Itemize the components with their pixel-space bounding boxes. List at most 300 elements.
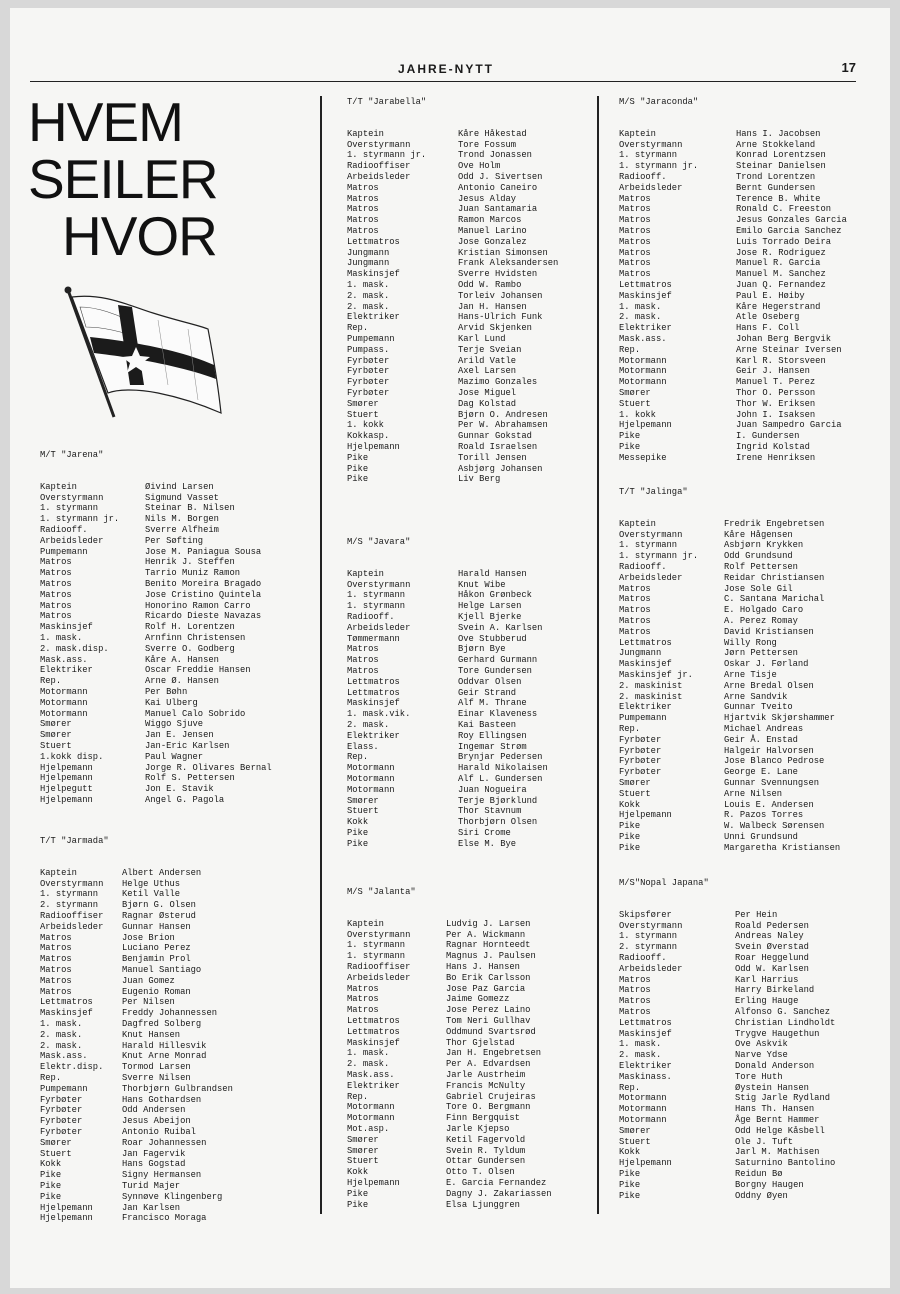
crew-name: Tore Gundersen [458, 665, 532, 676]
crew-name: Luciano Perez [122, 943, 191, 954]
crew-rank: Smører [40, 719, 72, 730]
crew-row [40, 1041, 233, 1052]
crew-rank: 1. styrmann jr. [347, 150, 427, 161]
crew-rank: Motormann [347, 784, 395, 795]
crew-rank: Matros [619, 193, 651, 204]
crew-row [347, 474, 558, 485]
crew-name: Else M. Bye [458, 838, 517, 849]
crew-row [347, 752, 548, 763]
crew-row [347, 817, 548, 828]
crew-rank: Matros [619, 225, 651, 236]
crew-name: Thor Gjelstad [446, 1037, 515, 1048]
crew-list [619, 129, 847, 464]
crew-rank: Lettmatros [347, 687, 400, 698]
crew-row [40, 1127, 233, 1138]
crew-row [347, 291, 558, 302]
crew-name: Arne Steinar Iversen [736, 344, 842, 355]
crew-name: Ludvig J. Larsen [446, 918, 531, 929]
crew-name: Gunnar Tveito [724, 702, 793, 713]
crew-name: Juan Gomez [122, 975, 175, 986]
crew-row [40, 922, 233, 933]
publication-title: JAHRE-NYTT [398, 62, 495, 76]
crew-row [619, 150, 847, 161]
crew-rank: Motormann [619, 377, 667, 388]
crew-name: Finn Bergquist [446, 1113, 520, 1124]
crew-name: Jose M. Paniagua Sousa [145, 546, 262, 557]
crew-row [619, 194, 847, 205]
section-jarena [40, 450, 272, 806]
crew-row [40, 879, 233, 890]
section-title: T/T "Jarabella" [347, 97, 427, 107]
crew-name: Ove Holm [458, 161, 501, 172]
crew-row [347, 828, 548, 839]
crew-row [619, 681, 840, 692]
crew-name: Oddny Øyen [735, 1190, 788, 1201]
crew-rank: Rep. [619, 1082, 641, 1093]
crew-rank: Messepike [619, 452, 667, 463]
crew-rank: Motormann [619, 366, 667, 377]
crew-name: Øivind Larsen [145, 481, 214, 492]
crew-rank: 1. styrmann jr. [40, 514, 120, 525]
section-title: M/T "Jarena" [40, 450, 104, 460]
crew-rank: Smører [619, 777, 651, 788]
crew-row [347, 1156, 552, 1167]
crew-rank: Motormann [619, 1104, 667, 1115]
crew-row [619, 420, 847, 431]
crew-row [619, 1158, 835, 1169]
crew-row [347, 377, 558, 388]
crew-row [347, 601, 548, 612]
crew-name: Jarle Kjepso [446, 1123, 510, 1134]
crew-row [619, 832, 840, 843]
crew-rank: Motormann [40, 708, 88, 719]
crew-name: Tore O. Bergmann [446, 1102, 531, 1113]
crew-name: Odd Grundsund [724, 551, 793, 562]
crew-rank: Elektriker [347, 312, 400, 323]
crew-rank: 1. mask. [347, 1048, 390, 1059]
crew-name: Terje Sveian [458, 344, 522, 355]
crew-list [40, 868, 233, 1224]
crew-row [619, 204, 847, 215]
crew-row [40, 1159, 233, 1170]
crew-rank: Motormann [347, 773, 395, 784]
crew-row [347, 1092, 552, 1103]
crew-row [40, 911, 233, 922]
crew-row [347, 720, 548, 731]
crew-row [40, 590, 272, 601]
crew-name: Jose Miguel [458, 387, 517, 398]
crew-rank: Arbeidsleder [347, 171, 411, 182]
crew-row [619, 746, 840, 757]
crew-rank: Jungmann [619, 648, 662, 659]
crew-row [347, 1135, 552, 1146]
crew-rank: Kokk [619, 1147, 641, 1158]
crew-row [347, 280, 558, 291]
crew-name: Rolf S. Pettersen [145, 773, 235, 784]
crew-rank: 1. kokk [619, 409, 656, 420]
crew-row [40, 1019, 233, 1030]
crew-name: Hans-Ulrich Funk [458, 312, 543, 323]
crew-name: Oscar Freddie Hansen [145, 665, 251, 676]
crew-rank: Hjelpegutt [40, 784, 93, 795]
crew-rank: Stuert [347, 1156, 379, 1167]
crew-row [619, 129, 847, 140]
crew-rank: Matros [40, 943, 72, 954]
section-title: M/S "Jaraconda" [619, 97, 699, 107]
crew-rank: Kaptein [347, 568, 384, 579]
crew-rank: Maskinsjef [40, 622, 93, 633]
crew-rank: Lettmatros [40, 997, 93, 1008]
crew-name: Kåre Hegerstrand [736, 301, 821, 312]
crew-row [619, 1018, 835, 1029]
crew-rank: Smører [347, 795, 379, 806]
crew-row [347, 194, 558, 205]
crew-row [347, 442, 558, 453]
crew-row [40, 1213, 233, 1224]
section-jalinga [619, 487, 840, 854]
crew-row [347, 302, 558, 313]
crew-row [40, 795, 272, 806]
crew-rank: Arbeidsleder [347, 972, 411, 983]
crew-name: Knut Hansen [122, 1029, 181, 1040]
crew-row [40, 698, 272, 709]
crew-rank: 2. mask. [347, 719, 390, 730]
crew-row [347, 1102, 552, 1113]
crew-rank: Fyrbøter [40, 1105, 83, 1116]
crew-rank: Radiooff. [40, 524, 88, 535]
crew-rank: Pumpass. [347, 344, 390, 355]
crew-row [347, 1048, 552, 1059]
crew-rank: Radiooff. [619, 952, 667, 963]
crew-row [347, 1059, 552, 1070]
crew-rank: Elass. [347, 741, 379, 752]
crew-rank: Pike [619, 1190, 641, 1201]
crew-rank: Overstyrmann [619, 139, 683, 150]
crew-row [347, 464, 558, 475]
crew-row [619, 280, 847, 291]
crew-row [347, 345, 558, 356]
crew-name: Odd Helge Kåsbell [735, 1125, 825, 1136]
crew-name: Harald Hansen [458, 568, 527, 579]
crew-rank: Smører [619, 387, 651, 398]
crew-rank: Matros [619, 236, 651, 247]
crew-rank: Pike [619, 431, 641, 442]
crew-row [619, 964, 835, 975]
crew-row [347, 796, 548, 807]
crew-row [347, 1016, 552, 1027]
crew-name: Harald Hillesvik [122, 1040, 207, 1051]
crew-name: Jan Karlsen [122, 1202, 181, 1213]
crew-rank: 2. mask. [40, 1029, 83, 1040]
crew-rank: Rep. [40, 676, 62, 687]
crew-row [40, 557, 272, 568]
crew-row [619, 312, 847, 323]
crew-row [619, 985, 835, 996]
crew-rank: Maskinsjef jr. [619, 669, 693, 680]
crew-row [619, 183, 847, 194]
crew-rank: Matros [347, 655, 379, 666]
crew-row [619, 778, 840, 789]
crew-name: Hans Gothardsen [122, 1094, 202, 1105]
crew-row [347, 634, 548, 645]
crew-row [40, 655, 272, 666]
crew-row [40, 954, 233, 965]
crew-row [619, 410, 847, 421]
crew-row [619, 1083, 835, 1094]
crew-row [347, 215, 558, 226]
crew-rank: 2. maskinist [619, 691, 683, 702]
crew-rank: Elektriker [347, 730, 400, 741]
crew-row [619, 702, 840, 713]
crew-row [40, 773, 272, 784]
crew-name: Hans Th. Hansen [735, 1104, 815, 1115]
crew-name: Ramon Marcos [458, 215, 522, 226]
crew-name: Alfonso G. Sanchez [735, 1006, 831, 1017]
crew-name: Kåre A. Hansen [145, 654, 219, 665]
crew-rank: Overstyrmann [40, 492, 104, 503]
crew-row [619, 226, 847, 237]
crew-row [347, 431, 558, 442]
crew-rank: Elektriker [347, 1080, 400, 1091]
crew-name: Ronald C. Freeston [736, 204, 832, 215]
crew-rank: Matros [40, 611, 72, 622]
crew-rank: Radiooff. [619, 171, 667, 182]
crew-name: Manuel T. Perez [736, 377, 816, 388]
crew-rank: Matros [619, 985, 651, 996]
crew-name: Kjell Bjerke [458, 611, 522, 622]
crew-row [347, 962, 552, 973]
crew-rank: Matros [40, 557, 72, 568]
crew-rank: 2. mask. [347, 301, 390, 312]
crew-row [347, 930, 552, 941]
crew-name: Terence B. White [736, 193, 821, 204]
crew-row [40, 1203, 233, 1214]
crew-row [619, 942, 835, 953]
crew-name: Arne Tisje [724, 669, 777, 680]
crew-name: Michael Andreas [724, 723, 804, 734]
crew-row [347, 150, 558, 161]
crew-rank: Lettmatros [347, 1026, 400, 1037]
crew-name: Oddmund Svartsrød [446, 1026, 536, 1037]
crew-rank: Matros [40, 600, 72, 611]
crew-name: Reidar Christiansen [724, 572, 825, 583]
crew-row [347, 1146, 552, 1157]
crew-name: Torleiv Johansen [458, 290, 543, 301]
crew-row [619, 442, 847, 453]
crew-name: Arnfinn Christensen [145, 632, 246, 643]
crew-name: A. Perez Romay [724, 615, 798, 626]
crew-row [347, 334, 558, 345]
crew-name: Albert Andersen [122, 867, 202, 878]
crew-name: Asbjørn Krykken [724, 540, 804, 551]
crew-list [619, 910, 835, 1202]
crew-row [347, 140, 558, 151]
crew-rank: Pike [347, 463, 369, 474]
crew-rank: Radiooffiser [347, 161, 411, 172]
crew-row [40, 1181, 233, 1192]
crew-rank: Pike [40, 1191, 62, 1202]
crew-rank: Hjelpemann [619, 1158, 672, 1169]
crew-name: Jan E. Jensen [145, 730, 214, 741]
crew-name: David Kristiansen [724, 626, 814, 637]
crew-row [40, 644, 272, 655]
column-divider-1 [320, 96, 322, 1214]
crew-name: Geir J. Hansen [736, 366, 810, 377]
crew-name: Francis McNulty [446, 1080, 526, 1091]
crew-name: Frank Aleksandersen [458, 258, 559, 269]
crew-row [619, 789, 840, 800]
crew-row [619, 140, 847, 151]
crew-row [40, 1138, 233, 1149]
crew-row [40, 1084, 233, 1095]
crew-name: Dag Kolstad [458, 398, 517, 409]
crew-row [619, 453, 847, 464]
crew-name: Knut Wibe [458, 579, 506, 590]
crew-name: Ketil Fagervold [446, 1134, 526, 1145]
crew-rank: 1. styrmann [347, 940, 406, 951]
crew-row [619, 659, 840, 670]
crew-name: Ragnar Hornteedt [446, 940, 531, 951]
section-jarabella [347, 97, 558, 485]
crew-row [40, 568, 272, 579]
crew-rank: Motormann [619, 355, 667, 366]
crew-list [347, 919, 552, 1211]
crew-row [347, 312, 558, 323]
crew-rank: Fyrbøter [619, 745, 662, 756]
crew-row [40, 719, 272, 730]
crew-name: Dagny J. Zakariassen [446, 1188, 552, 1199]
crew-name: Manuel R. Garcia [736, 258, 821, 269]
crew-name: Christian Lindholdt [735, 1017, 836, 1028]
crew-rank: Maskinsjef [619, 659, 672, 670]
crew-row [619, 161, 847, 172]
crew-row [619, 953, 835, 964]
header-rule [30, 81, 856, 83]
crew-rank: Matros [619, 247, 651, 258]
crew-row [40, 730, 272, 741]
crew-rank: Pumpemann [347, 333, 395, 344]
crew-name: Roar Johannessen [122, 1137, 207, 1148]
crew-name: Karl Lund [458, 333, 506, 344]
crew-row [347, 1027, 552, 1038]
crew-name: Freddy Johannessen [122, 1008, 218, 1019]
crew-rank: Elektr.disp. [40, 1062, 104, 1073]
crew-rank: Matros [347, 1005, 379, 1016]
crew-row [40, 1062, 233, 1073]
crew-rank: Stuert [347, 806, 379, 817]
crew-name: Francisco Moraga [122, 1213, 207, 1224]
crew-rank: Mask.ass. [347, 1069, 395, 1080]
crew-name: Reidun Bø [735, 1168, 783, 1179]
crew-rank: Stuert [619, 398, 651, 409]
crew-name: Brynjar Pedersen [458, 752, 543, 763]
crew-row [347, 677, 548, 688]
crew-name: Elsa Ljunggren [446, 1199, 520, 1210]
crew-name: Eugenio Roman [122, 986, 191, 997]
crew-name: Terje Bjørklund [458, 795, 538, 806]
crew-name: Steinar B. Nilsen [145, 503, 235, 514]
crew-name: Ingrid Kolstad [736, 441, 810, 452]
crew-name: C. Santana Marichal [724, 594, 825, 605]
crew-name: Manuel M. Sanchez [736, 269, 826, 280]
crew-row [619, 345, 847, 356]
crew-rank: Pike [347, 452, 369, 463]
crew-row [347, 172, 558, 183]
crew-rank: Pike [619, 1179, 641, 1190]
crew-rank: Mask.ass. [619, 333, 667, 344]
crew-name: Juan Sampedro Garcia [736, 420, 842, 431]
crew-row [619, 910, 835, 921]
crew-row [347, 806, 548, 817]
crew-name: Wiggo Sjuve [145, 719, 204, 730]
crew-name: Hjartvik Skjørshammer [724, 713, 835, 724]
crew-rank: Pike [347, 1199, 369, 1210]
crew-rank: Fyrbøter [619, 734, 662, 745]
crew-row [619, 616, 840, 627]
crew-row [347, 731, 548, 742]
crew-name: Torill Jensen [458, 452, 527, 463]
crew-rank: 1. styrmann [347, 951, 406, 962]
crew-name: Manuel Calo Sobrido [145, 708, 246, 719]
crew-row [619, 692, 840, 703]
crew-rank: Kaptein [40, 867, 77, 878]
crew-rank: 2. mask. [40, 1040, 83, 1051]
crew-row [40, 1192, 233, 1203]
crew-rank: Pike [619, 842, 641, 853]
crew-rank: Maskinsjef [619, 1028, 672, 1039]
crew-row [40, 514, 272, 525]
crew-row [619, 323, 847, 334]
crew-rank: Maskinsjef [619, 290, 672, 301]
crew-rank: 2. mask. [347, 290, 390, 301]
crew-rank: Radiooffiser [40, 910, 104, 921]
crew-name: Kåre Håkestad [458, 128, 527, 139]
crew-row [619, 735, 840, 746]
crew-name: Jorge R. Olivares Bernal [145, 762, 272, 773]
crew-rank: Fyrbøter [40, 1126, 83, 1137]
crew-name: Otto T. Olsen [446, 1167, 515, 1178]
crew-rank: Smører [347, 1134, 379, 1145]
crew-rank: Matros [40, 578, 72, 589]
crew-name: Nils M. Borgen [145, 514, 219, 525]
crew-name: Jarl M. Mathisen [735, 1147, 820, 1158]
crew-rank: 2. styrmann [619, 942, 678, 953]
crew-row [40, 676, 272, 687]
crew-rank: Rep. [619, 723, 641, 734]
crew-name: Sverre O. Godberg [145, 643, 235, 654]
crew-row [619, 399, 847, 410]
crew-name: Ricardo Dieste Navazas [145, 611, 262, 622]
crew-row [40, 1116, 233, 1127]
crew-name: Jørn Pettersen [724, 648, 798, 659]
crew-row [347, 994, 552, 1005]
crew-rank: Pike [619, 831, 641, 842]
crew-row [347, 919, 552, 930]
crew-name: Kåre Hågensen [724, 529, 793, 540]
crew-name: Arne Sandvik [724, 691, 788, 702]
crew-name: Thor Stavnum [458, 806, 522, 817]
crew-name: Jan-Eric Karlsen [145, 740, 230, 751]
crew-row [347, 1178, 552, 1189]
crew-name: Axel Larsen [458, 366, 517, 377]
crew-name: Erling Hauge [735, 996, 799, 1007]
crew-rank: Jungmann [347, 247, 390, 258]
crew-name: Per Bøhn [145, 686, 188, 697]
crew-rank: Mot.asp. [347, 1123, 390, 1134]
crew-row [40, 987, 233, 998]
crew-name: Øystein Hansen [735, 1082, 809, 1093]
section-jarmada [40, 836, 233, 1224]
